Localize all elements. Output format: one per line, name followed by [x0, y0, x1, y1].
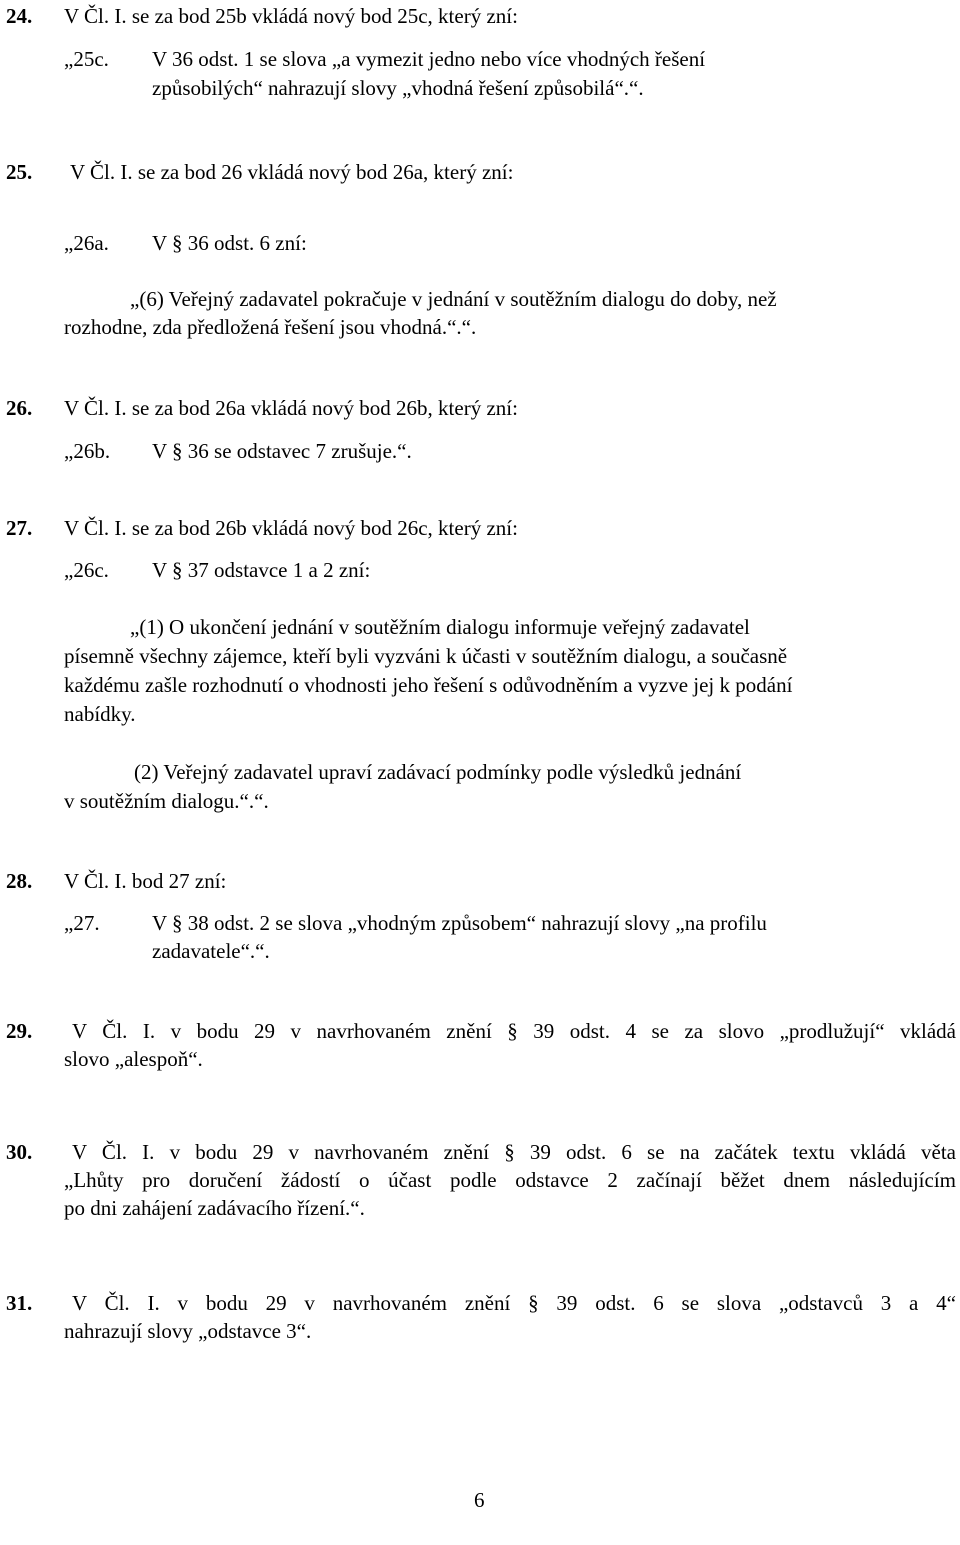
- item-27-para2-line1: (2) Veřejný zadavatel upraví zadávací podmínky podle výsledků jednání: [134, 760, 742, 784]
- item-25-text: V § 36 odst. 6 zní:: [152, 231, 307, 255]
- item-31-line1: V Čl. I. v bodu 29 v navrhovaném znění § 39 odst. 6 se slova „odstavců 3 a 4“: [72, 1291, 956, 1315]
- item-27-para1-line3: každému zašle rozhodnutí o vhodnosti jeho řešení s odůvodněním a vyzve jej k podání: [64, 673, 793, 697]
- item-24-code: „25c.: [64, 47, 109, 71]
- item-27-para2-line2: v soutěžním dialogu.“.“.: [64, 789, 269, 813]
- item-26-heading: V Čl. I. se za bod 26a vkládá nový bod 26b, který zní:: [64, 396, 518, 420]
- item-26-number: 26.: [6, 396, 33, 420]
- item-31-line2: nahrazují slovy „odstavce 3“.: [64, 1319, 312, 1343]
- item-26-text: V § 36 se odstavec 7 zrušuje.“.: [152, 439, 412, 463]
- item-28-heading: V Čl. I. bod 27 zní:: [64, 869, 227, 893]
- item-27-para1-line1: „(1) O ukončení jednání v soutěžním dialogu informuje veřejný zadavatel: [130, 615, 750, 639]
- item-31-number: 31.: [6, 1291, 33, 1315]
- item-27-heading: V Čl. I. se za bod 26b vkládá nový bod 26c, který zní:: [64, 516, 518, 540]
- item-25-quote-line2: rozhodne, zda předložená řešení jsou vhodná.“.“.: [64, 315, 477, 339]
- item-24-heading: V Čl. I. se za bod 25b vkládá nový bod 25c, který zní:: [64, 4, 518, 28]
- item-29-line1: V Čl. I. v bodu 29 v navrhovaném znění § 39 odst. 4 se za slovo „prodlužují“ vkládá: [72, 1019, 956, 1043]
- item-27-code: „26c.: [64, 558, 109, 582]
- item-24-number: 24.: [6, 4, 33, 28]
- item-24-text-line1: V 36 odst. 1 se slova „a vymezit jedno nebo více vhodných řešení: [152, 47, 706, 71]
- item-27-number: 27.: [6, 516, 33, 540]
- item-30-line2: „Lhůty pro doručení žádostí o účast podle odstavce 2 začínají běžet dnem následujícím: [64, 1168, 956, 1192]
- item-28-text-line1: V § 38 odst. 2 se slova „vhodným způsobem“ nahrazují slovy „na profilu: [152, 911, 767, 935]
- item-29-line2: slovo „alespoň“.: [64, 1047, 203, 1071]
- item-30-line3: po dni zahájení zadávacího řízení.“.: [64, 1196, 365, 1220]
- item-29-number: 29.: [6, 1019, 33, 1043]
- item-28-text-line2: zadavatele“.“.: [152, 939, 270, 963]
- item-28-code: „27.: [64, 911, 100, 935]
- item-25-heading: V Čl. I. se za bod 26 vkládá nový bod 26a, který zní:: [70, 160, 514, 184]
- item-25-code: „26a.: [64, 231, 109, 255]
- item-24-text-line2: způsobilých“ nahrazují slovy „vhodná řešení způsobilá“.“.: [152, 76, 644, 100]
- item-28-number: 28.: [6, 869, 33, 893]
- item-25-quote-line1: „(6) Veřejný zadavatel pokračuje v jednání v soutěžním dialogu do doby, než: [130, 287, 777, 311]
- item-30-line1: V Čl. I. v bodu 29 v navrhovaném znění § 39 odst. 6 se na začátek textu vkládá věta: [72, 1140, 956, 1164]
- item-25-number: 25.: [6, 160, 33, 184]
- item-27-para1-line4: nabídky.: [64, 702, 136, 726]
- item-27-para1-line2: písemně všechny zájemce, kteří byli vyzváni k účasti v soutěžním dialogu, a současně: [64, 644, 788, 668]
- page-number: 6: [474, 1488, 485, 1512]
- item-30-number: 30.: [6, 1140, 33, 1164]
- item-26-code: „26b.: [64, 439, 111, 463]
- item-27-text: V § 37 odstavce 1 a 2 zní:: [152, 558, 371, 582]
